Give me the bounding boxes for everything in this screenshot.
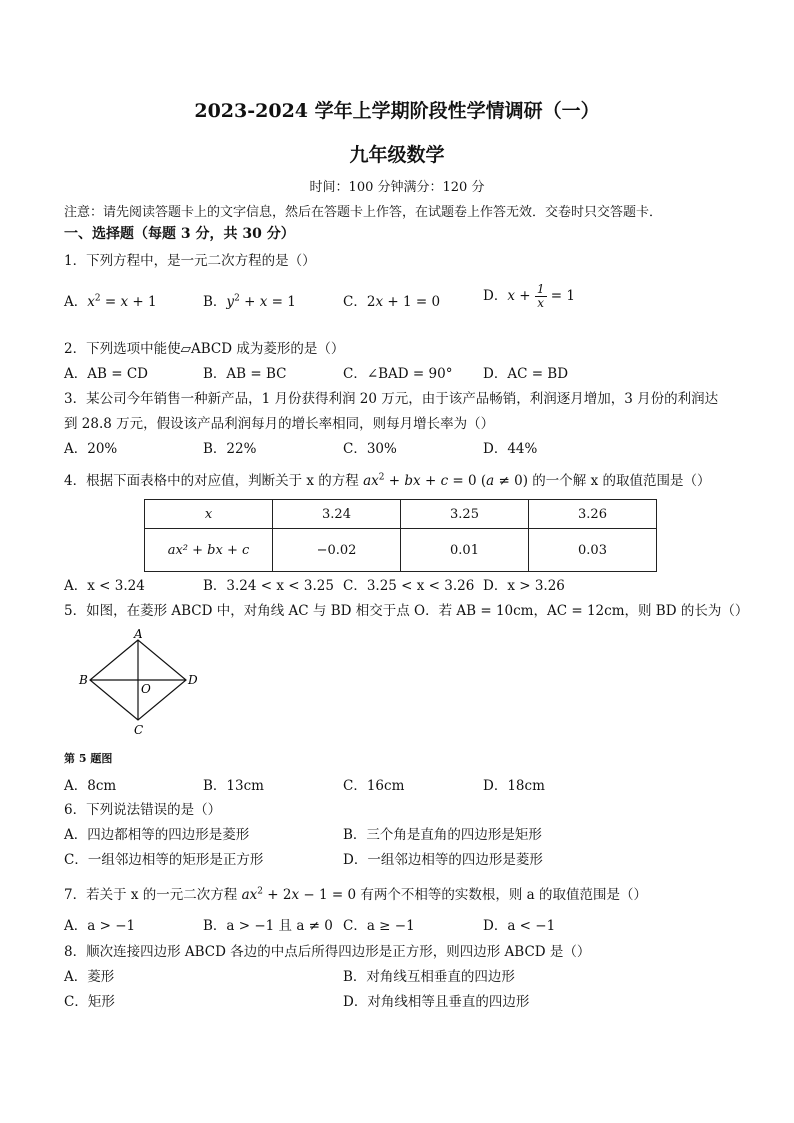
q7-option-d: D．a < −1 xyxy=(483,918,556,934)
q4-value-table xyxy=(144,499,657,572)
q5-option-c: C．16cm xyxy=(343,778,405,794)
q7-option-c: C．a ≥ −1 xyxy=(343,918,415,934)
q8-stem: 8．顺次连接四边形 ABCD 各边的中点后所得四边形是正方形，则四边形 ABCD 是（） xyxy=(64,944,591,960)
section-heading: 一、选择题（每题 3 分，共 30 分） xyxy=(64,226,295,242)
q1-option-a: A．$x^2 = x + 1$ xyxy=(64,293,157,310)
q5-stem: 5．如图，在菱形 ABCD 中，对角线 AC 与 BD 相交于点 O．若 AB = 10cm，AC = 12cm，则 BD 的长为（） xyxy=(64,603,749,619)
q7-option-a: A．a > −1 xyxy=(64,918,136,934)
q6-option-c: C．一组邻边相等的矩形是正方形 xyxy=(64,852,264,868)
q4-option-d: D．x > 3.26 xyxy=(483,578,565,594)
table-cell: 0.01 xyxy=(401,529,529,572)
q2-option-a: A．AB = CD xyxy=(64,366,148,382)
q3-stem: 3．某公司今年销售一种新产品，1 月份获得利润 20 万元，由于该产品畅销，利润逐月增加，3 月份的利润达 xyxy=(64,391,719,407)
table-cell: 3.26 xyxy=(529,500,657,529)
exam-subtitle: 九年级数学 xyxy=(349,144,445,166)
q6-option-b: B．三个角是直角的四边形是矩形 xyxy=(343,827,542,843)
exam-note: 注意：请先阅读答题卡上的文字信息，然后在答题卡上作答，在试题卷上作答无效．交卷时只交答题卡． xyxy=(64,205,663,220)
label-d: D xyxy=(188,673,198,687)
label-o: O xyxy=(141,682,151,696)
table-cell: −0.02 xyxy=(273,529,401,572)
q8-option-a: A．菱形 xyxy=(64,969,115,985)
q1-stem: 1．下列方程中，是一元二次方程的是（） xyxy=(64,253,316,269)
label-c: C xyxy=(134,723,144,737)
q6-option-d: D．一组邻边相等的四边形是菱形 xyxy=(343,852,543,868)
q2-option-c: C．∠BAD = 90° xyxy=(343,366,453,382)
table-cell: ax² + bx + c xyxy=(145,529,273,572)
label-a: A xyxy=(134,628,143,641)
q4-option-c: C．3.25 < x < 3.26 xyxy=(343,578,475,594)
table-cell: 0.03 xyxy=(529,529,657,572)
exam-meta: 时间：100 分钟满分：120 分 xyxy=(309,180,485,195)
q6-stem: 6．下列说法错误的是（） xyxy=(64,802,222,818)
q3-stem-continued: 到 28.8 万元，假设该产品利润每月的增长率相同，则每月增长率为（） xyxy=(64,416,495,432)
q3-option-c: C．30% xyxy=(343,441,397,457)
q3-option-a: A．20% xyxy=(64,441,118,457)
q7-option-b: B．a > −1 且 a ≠ 0 xyxy=(203,918,333,934)
q6-option-a: A．四边都相等的四边形是菱形 xyxy=(64,827,250,843)
label-b: B xyxy=(79,673,88,687)
q2-stem: 2．下列选项中能使▱ABCD 成为菱形的是（） xyxy=(64,341,345,357)
q7-stem: 7．若关于 x 的一元二次方程 $ax^2 + 2x - 1 = 0$ 有两个不相等的实数根，则 a 的取值范围是（） xyxy=(64,886,647,903)
q3-option-d: D．44% xyxy=(483,441,538,457)
q2-option-b: B．AB = BC xyxy=(203,366,287,382)
q4-stem: 4．根据下面表格中的对应值，判断关于 x 的方程 $ax^2$ + bx + c = 0 (a ≠ 0) 的一个解 x 的取值范围是（） xyxy=(64,472,711,489)
q1-option-d: D．x + $\frac{1}{x}$ = 1 xyxy=(483,282,575,310)
q5-option-b: B．13cm xyxy=(203,778,264,794)
table-cell: 3.25 xyxy=(401,500,529,529)
q1-option-c: C．2x + 1 = 0 xyxy=(343,294,441,310)
q4-option-a: A．x < 3.24 xyxy=(64,578,145,594)
q8-option-b: B．对角线互相垂直的四边形 xyxy=(343,969,515,985)
q1-option-b: B．$y^2 + x = 1$ xyxy=(203,293,296,310)
rhombus-figure xyxy=(78,628,208,738)
q3-option-b: B．22% xyxy=(203,441,257,457)
q5-option-d: D．18cm xyxy=(483,778,545,794)
exam-title: 2023-2024 学年上学期阶段性学情调研（一） xyxy=(194,100,600,122)
table-cell: 3.24 xyxy=(273,500,401,529)
table-cell: x xyxy=(145,500,273,529)
q4-option-b: B．3.24 < x < 3.25 xyxy=(203,578,334,594)
q8-option-c: C．矩形 xyxy=(64,994,115,1010)
q2-option-d: D．AC = BD xyxy=(483,366,569,382)
q5-figure-caption: 第 5 题图 xyxy=(64,752,113,765)
q8-option-d: D．对角线相等且垂直的四边形 xyxy=(343,994,530,1010)
q5-option-a: A．8cm xyxy=(64,778,117,794)
